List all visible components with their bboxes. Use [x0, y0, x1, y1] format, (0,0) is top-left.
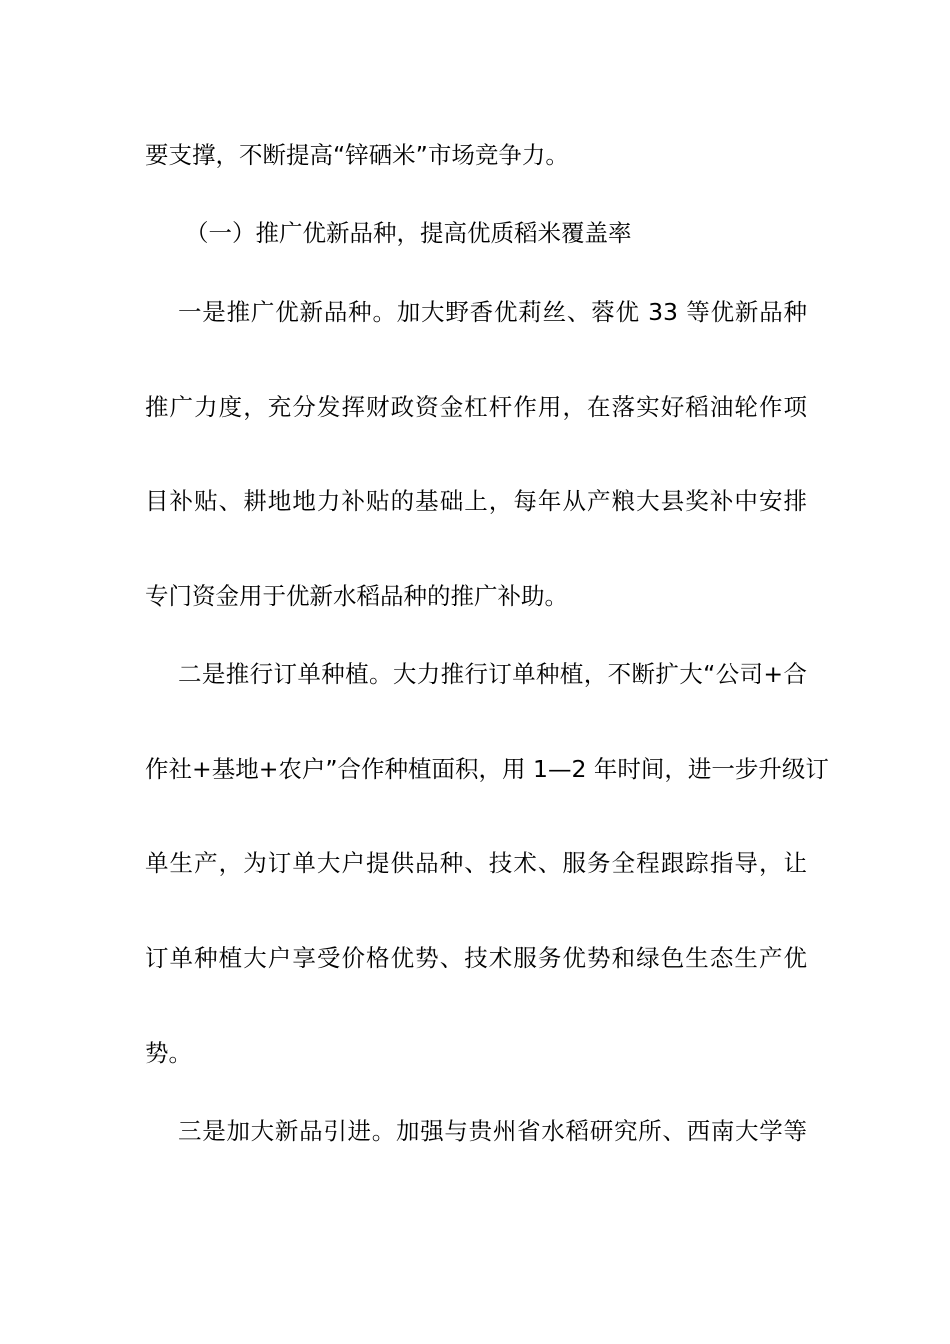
paragraph-line-5: 目补贴、耕地地力补贴的基础上，每年从产粮大县奖补中安排 — [145, 487, 807, 515]
paragraph-line-6: 专门资金用于优新水稻品种的推广补助。 — [145, 582, 568, 610]
section-heading: （一）推广优新品种，提高优质稻米覆盖率 — [185, 219, 632, 247]
paragraph-line-4: 推广力度，充分发挥财政资金杠杆作用，在落实好稻油轮作项 — [145, 393, 807, 421]
paragraph-line-7: 二是推行订单种植。大力推行订单种植，不断扩大“公司+合 — [178, 660, 807, 688]
paragraph-line-11: 势。 — [145, 1039, 192, 1067]
paragraph-line-8: 作社+基地+农户”合作种植面积，用 1—2 年时间，进一步升级订 — [145, 755, 829, 783]
paragraph-line-3: 一是推广优新品种。加大野香优莉丝、蓉优 33 等优新品种 — [178, 298, 807, 326]
paragraph-line-10: 订单种植大户享受价格优势、技术服务优势和绿色生态生产优 — [145, 944, 807, 972]
paragraph-line-12: 三是加大新品引进。加强与贵州省水稻研究所、西南大学等 — [178, 1117, 807, 1145]
paragraph-line-9: 单生产，为订单大户提供品种、技术、服务全程跟踪指导，让 — [145, 849, 807, 877]
paragraph-line-1: 要支撑，不断提高“锌硒米”市场竞争力。 — [145, 141, 569, 169]
